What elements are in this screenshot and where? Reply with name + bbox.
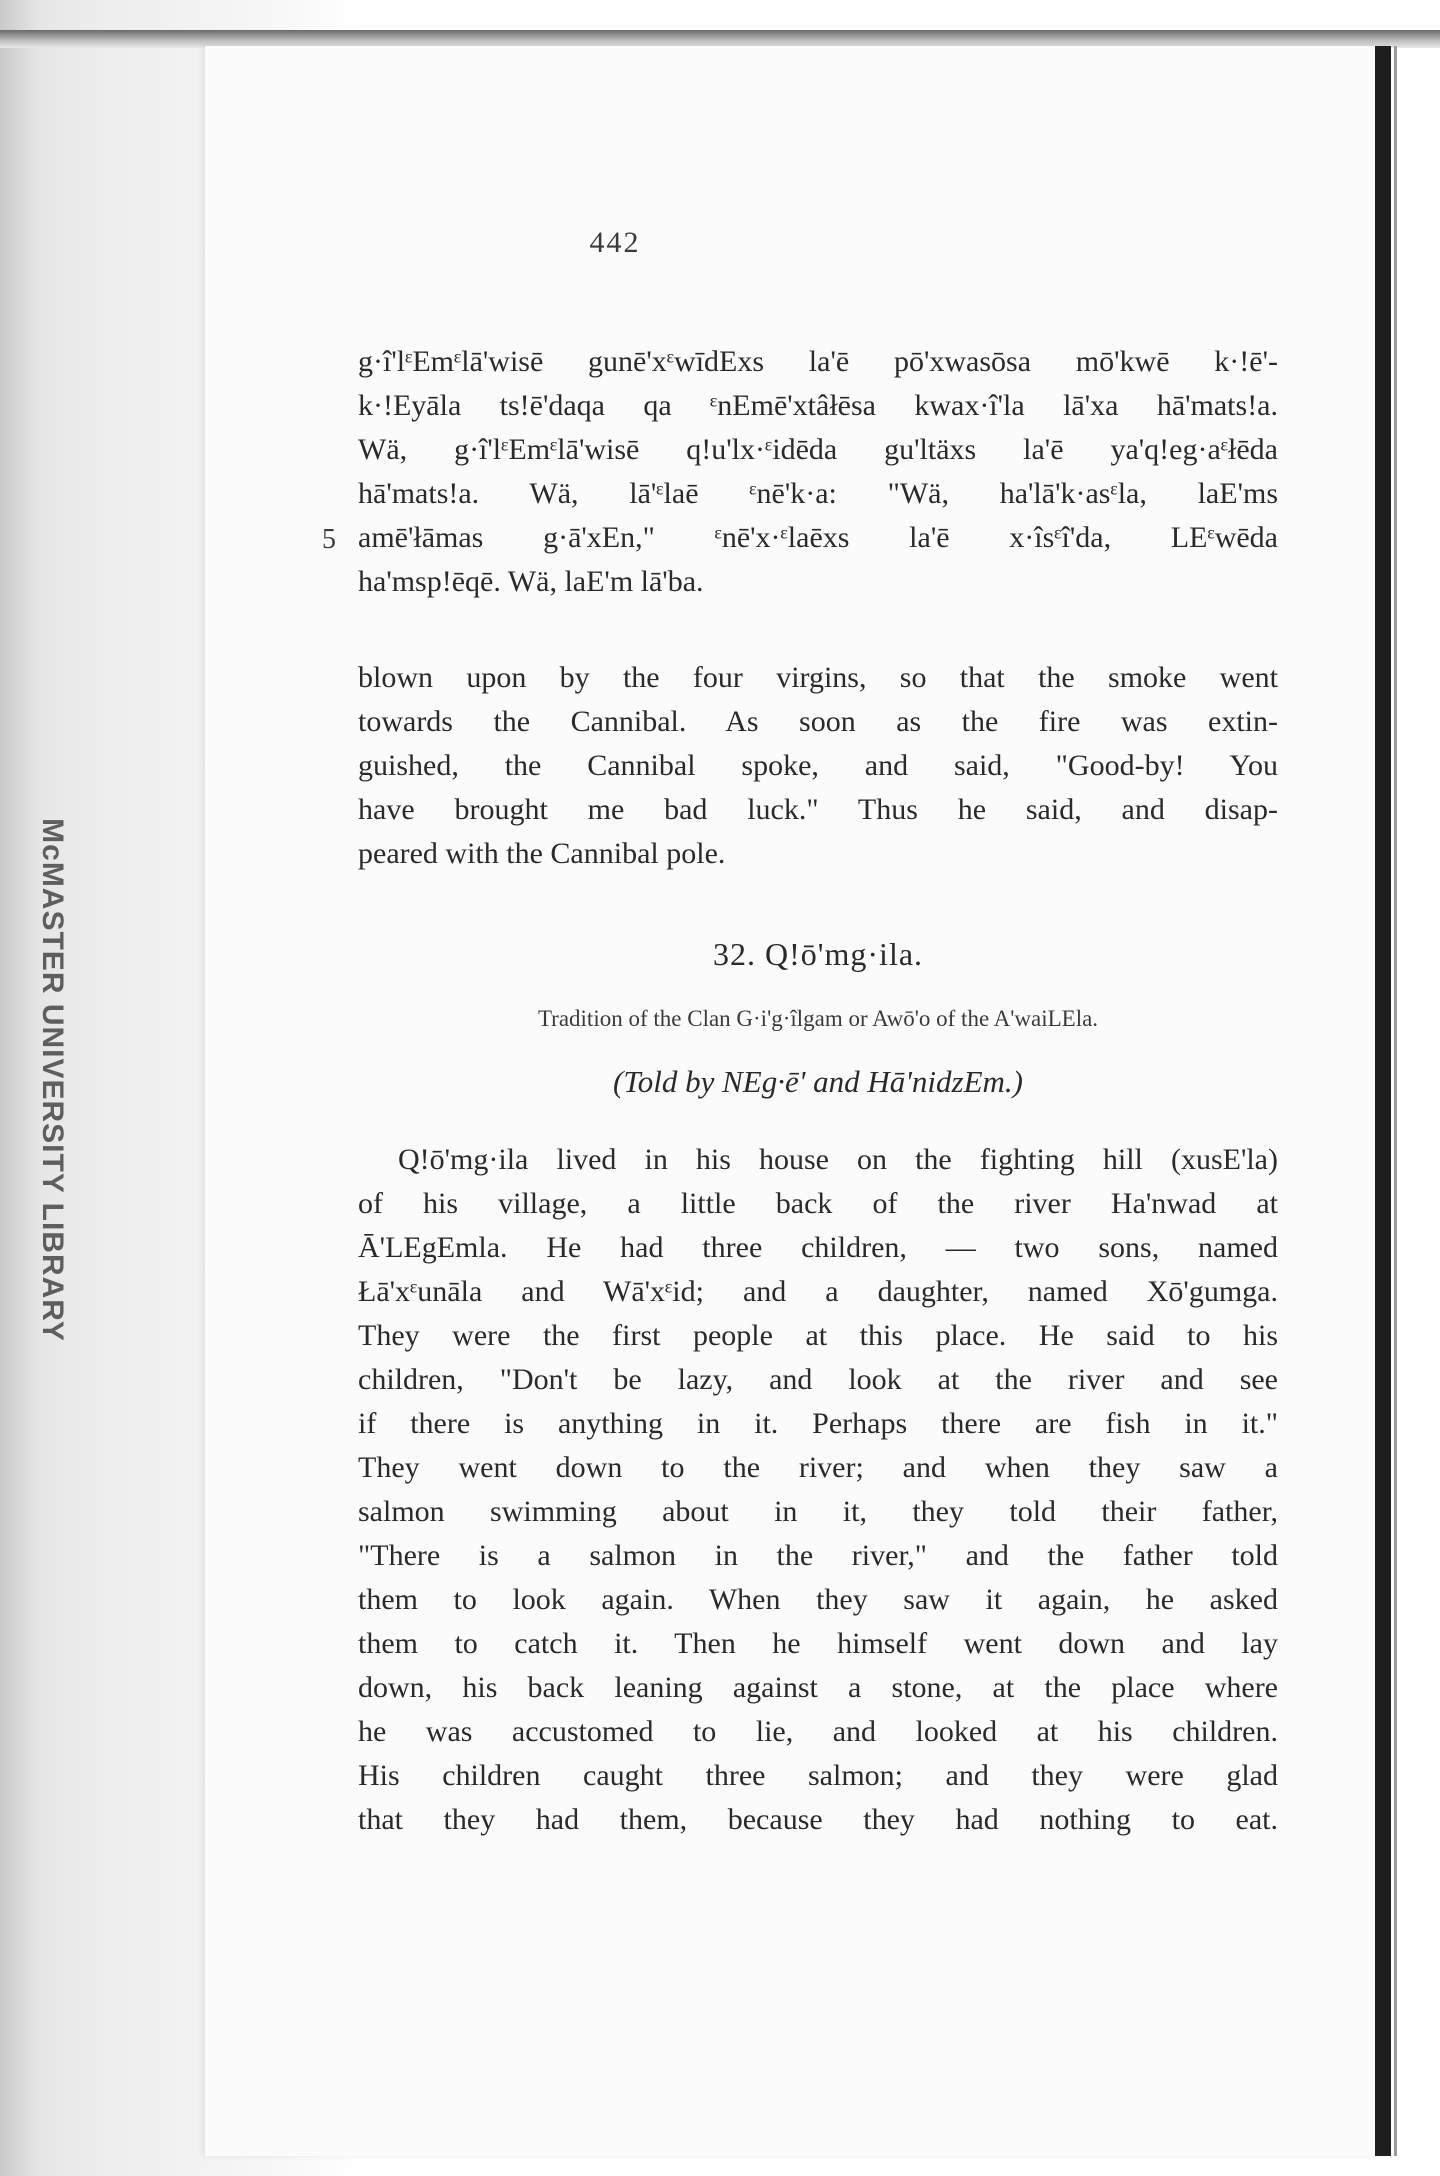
story-line: them to catch it. Then he himself went down and lay	[358, 1627, 1278, 1660]
story-line: children, "Don't be lazy, and look at the river and see	[358, 1363, 1278, 1396]
translation-line: towards the Cannibal. As soon as the fire was extin-	[358, 705, 1278, 738]
native-text-line: ha'msp!ēqē. Wä, laE'm lā'ba.	[358, 565, 704, 598]
native-text-block	[358, 340, 1278, 604]
library-stamp: McMASTER UNIVERSITY LIBRARY	[36, 818, 69, 1342]
story-title: 32. Q!ō'mg·ila.	[712, 936, 924, 972]
story-line: They were the first people at this place. He said to his	[358, 1319, 1278, 1352]
native-text-line: hā'mats!a. Wä, lā'ᵋlaē ᵋnē'k·a: "Wä, ha'lā'k·asᵋla, laE'ms	[358, 477, 1278, 510]
translation-line: guished, the Cannibal spoke, and said, "Good-by! You	[358, 749, 1278, 782]
story-line: of his village, a little back of the river Ha'nwad at	[358, 1187, 1278, 1220]
translation-paragraph	[358, 656, 1278, 876]
story-narrator: (Told by NEg·ē' and Hā'nidzEm.)	[613, 1064, 1023, 1099]
native-text-line: amē'łāmas g·ā'xEn," ᵋnē'x·ᵋlaēxs la'ē x·îsᵋî'da, LEᵋwēda	[358, 521, 1278, 554]
native-text-line: Wä, g·î'lᵋEmᵋlā'wisē q!u'lx·ᵋidēda gu'ltäxs la'ē ya'q!eg·aᵋłēda	[358, 433, 1278, 466]
story-line: down, his back leaning against a stone, at the place where	[358, 1671, 1278, 1704]
story-line: His children caught three salmon; and they were glad	[358, 1759, 1278, 1792]
story-subtitle: Tradition of the Clan G·i'g·îlgam or Awō'o of the A'waiLEla.	[537, 1006, 1099, 1031]
story-line: if there is anything in it. Perhaps there are fish in it."	[358, 1407, 1278, 1440]
story-line: Q!ō'mg·ila lived in his house on the fighting hill (xusE'la)	[398, 1143, 1278, 1176]
native-text-line: g·î'lᵋEmᵋlā'wisē gunē'xᵋwīdExs la'ē pō'xwasōsa mō'kwē k·!ē'-	[358, 345, 1278, 378]
native-text-line: k·!Eyāla ts!ē'daqa qa ᵋnEmē'xtâłēsa kwax·î'la lā'xa hā'mats!a.	[358, 389, 1278, 422]
margin-line-number: 5	[322, 524, 336, 555]
page-number: 442	[589, 226, 641, 259]
story-line: that they had them, because they had nothing to eat.	[358, 1803, 1278, 1836]
story-line: he was accustomed to lie, and looked at his children.	[358, 1715, 1278, 1748]
story-line: Łā'xᵋunāla and Wā'xᵋid; and a daughter, named Xō'gumga.	[358, 1275, 1278, 1308]
story-line: Ā'LEgEmla. He had three children, — two sons, named	[358, 1231, 1278, 1264]
story-line: They went down to the river; and when they saw a	[358, 1451, 1278, 1484]
story-line: "There is a salmon in the river," and the father told	[358, 1539, 1278, 1572]
story-line: them to look again. When they saw it again, he asked	[358, 1583, 1278, 1616]
story-line: salmon swimming about in it, they told their father,	[358, 1495, 1278, 1528]
page-edge-shadow	[1394, 46, 1397, 2156]
story-paragraph	[358, 1138, 1278, 1842]
translation-line: peared with the Cannibal pole.	[358, 837, 726, 870]
translation-line: blown upon by the four virgins, so that the smoke went	[358, 661, 1278, 694]
translation-line: have brought me bad luck." Thus he said, and disap-	[358, 793, 1278, 826]
